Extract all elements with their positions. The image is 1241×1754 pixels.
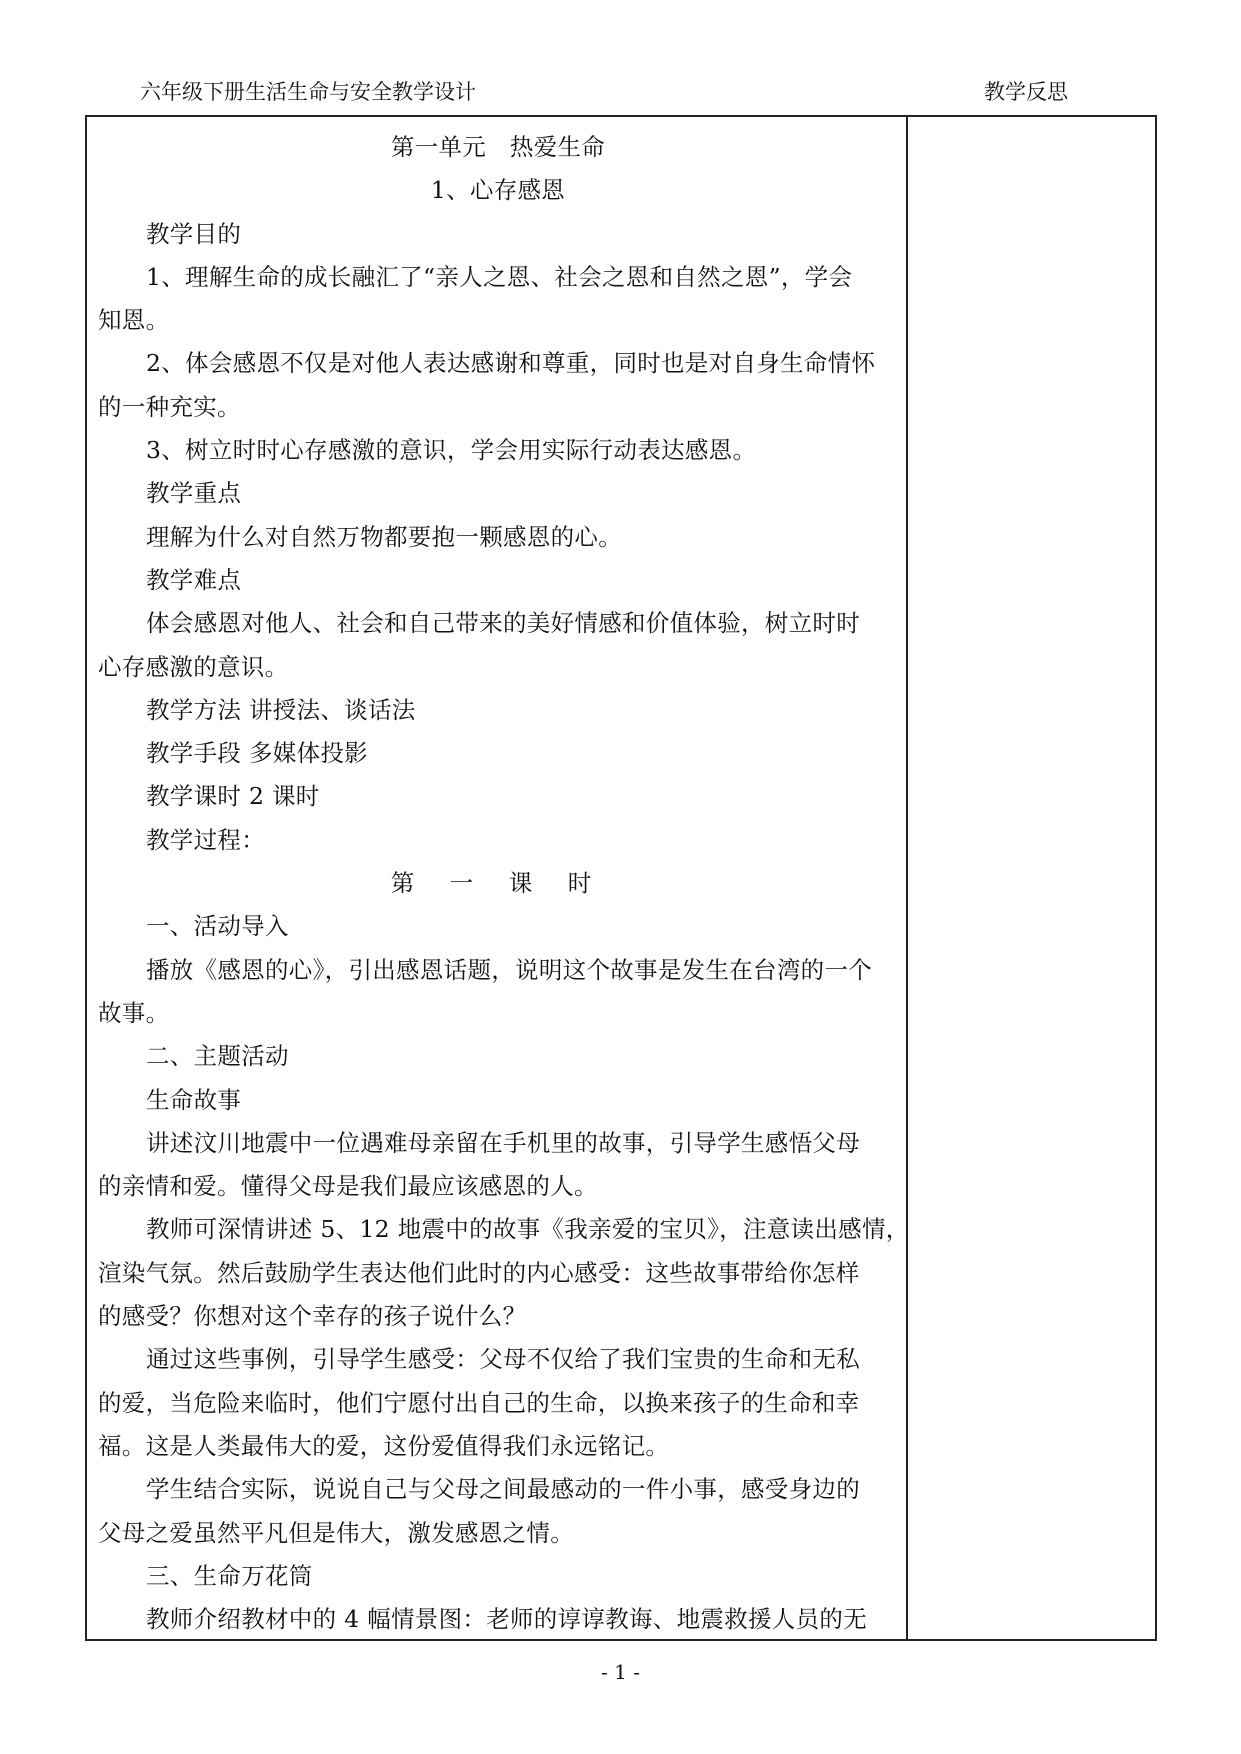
lesson-title: 1、心存感恩 [430,176,566,205]
section-heading-theme-activity: 二、主题活动 [146,1042,289,1071]
paragraph-line: 知恩。 [98,306,170,335]
table-top-border [85,115,1157,117]
paragraph-line: 故事。 [98,998,170,1027]
subsection-heading-life-story: 生命故事 [146,1085,242,1114]
paragraph-line: 通过这些事例，引导学生感受：父母不仅给了我们宝贵的生命和无私 [146,1345,860,1374]
table-right-border [1155,116,1157,1641]
section-heading-key-points: 教学重点 [146,479,242,508]
section-heading-kaleidoscope: 三、生命万花筒 [146,1561,313,1590]
paragraph-line: 讲述汶川地震中一位遇难母亲留在手机里的故事，引导学生感悟父母 [146,1128,860,1157]
paragraph-line: 教师介绍教材中的 4 幅情景图：老师的谆谆教诲、地震救援人员的无 [146,1605,867,1634]
teaching-hours: 教学课时 2 课时 [146,782,320,811]
paragraph-line: 学生结合实际，说说自己与父母之间最感动的一件小事，感受身边的 [146,1475,860,1504]
teaching-means: 教学手段 多媒体投影 [146,739,368,768]
paragraph-line: 渲染气氛。然后鼓励学生表达他们此时的内心感受：这些故事带给你怎样 [98,1258,860,1287]
paragraph-line: 的亲情和爱。懂得父母是我们最应该感恩的人。 [98,1172,598,1201]
table-column-divider [906,116,908,1641]
paragraph-line: 理解为什么对自然万物都要抱一颗感恩的心。 [146,522,622,551]
paragraph-line: 的一种充实。 [98,392,241,421]
unit-title: 第一单元 热爱生命 [390,133,606,161]
section-heading-intro: 一、活动导入 [146,912,289,941]
page-number: - 1 - [601,1660,640,1684]
paragraph-line: 体会感恩对他人、社会和自己带来的美好情感和价值体验，树立时时 [146,609,860,638]
paragraph-line: 的感受？你想对这个幸存的孩子说什么？ [98,1302,527,1331]
section-heading-process: 教学过程： [146,825,265,854]
reflection-column-header: 教学反思 [984,80,1068,104]
lesson-plan-content [98,126,910,1641]
document-header-title: 六年级下册生活生命与安全教学设计 [140,80,476,104]
paragraph-line: 3、树立时时心存感激的意识，学会用实际行动表达感恩。 [146,436,757,465]
first-lesson-heading: 第 一 课 时 [390,869,606,898]
paragraph-line: 的爱，当危险来临时，他们宁愿付出自己的生命，以换来孩子的生命和幸 [98,1388,860,1417]
paragraph-line: 心存感激的意识。 [98,652,289,681]
paragraph-line: 福。这是人类最伟大的爱，这份爱值得我们永远铭记。 [98,1431,670,1460]
teaching-method: 教学方法 讲授法、谈话法 [146,695,416,724]
paragraph-line: 2、体会感恩不仅是对他人表达感谢和尊重，同时也是对自身生命情怀 [146,349,876,378]
paragraph-line: 教师可深情讲述 5、12 地震中的故事《我亲爱的宝贝》，注意读出感情， [146,1215,910,1244]
paragraph-line: 播放《感恩的心》，引出感恩话题，说明这个故事是发生在台湾的一个 [146,955,873,984]
paragraph-line: 父母之爱虽然平凡但是伟大，激发感恩之情。 [98,1518,574,1547]
section-heading-objectives: 教学目的 [146,219,242,248]
section-heading-difficulties: 教学难点 [146,565,242,594]
table-left-border [85,116,87,1641]
paragraph-line: 1、理解生命的成长融汇了“亲人之恩、社会之恩和自然之恩”，学会 [146,262,853,291]
